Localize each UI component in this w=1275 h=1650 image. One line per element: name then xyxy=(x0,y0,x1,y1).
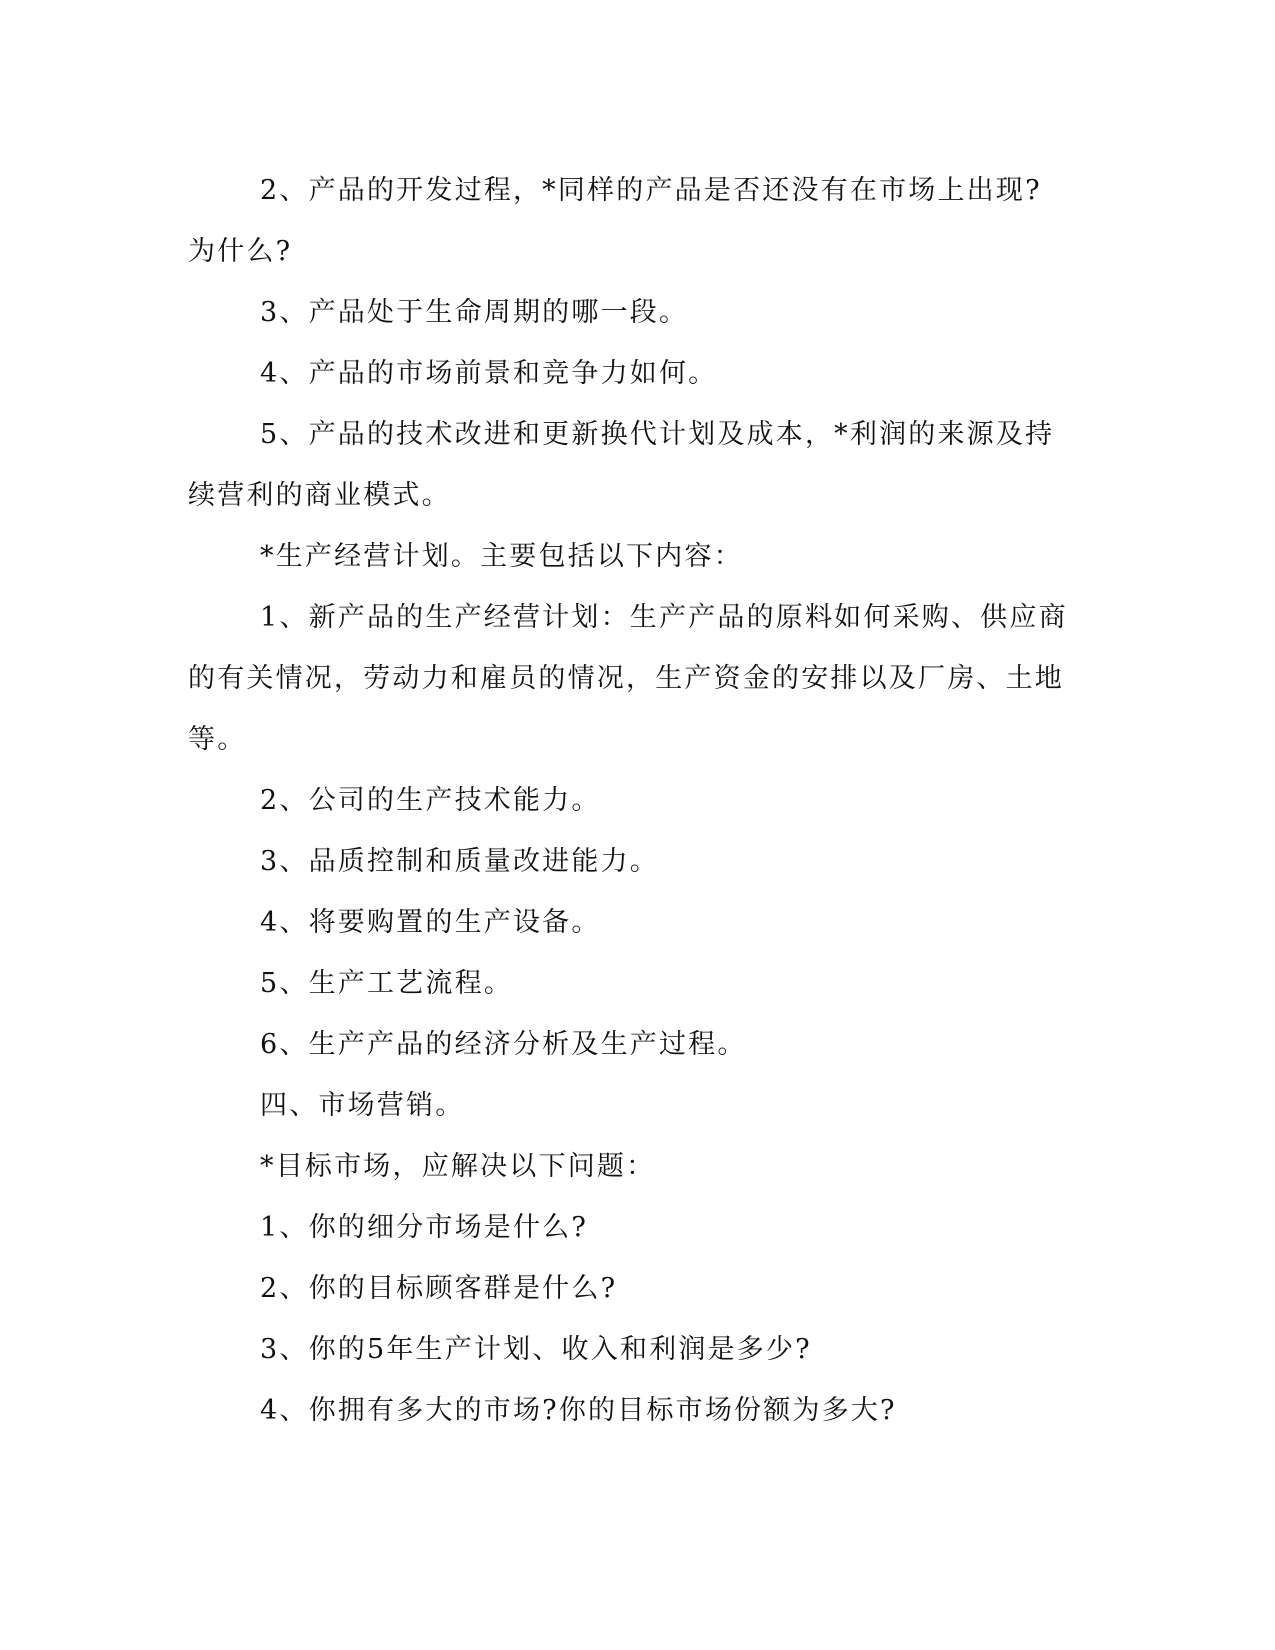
paragraph: 2、产品的开发过程，*同样的产品是否还没有在市场上出现?为什么? xyxy=(188,175,1042,267)
paragraph: 4、将要购置的生产设备。 xyxy=(260,907,601,938)
list-item: 1、你的细分市场是什么? xyxy=(260,1212,589,1243)
paragraph: 6、生产产品的经济分析及生产过程。 xyxy=(260,1029,747,1060)
paragraph: 2、公司的生产技术能力。 xyxy=(260,785,601,816)
paragraph: 5、产品的技术改进和更新换代计划及成本，*利润的来源及持续营利的商业模式。 xyxy=(188,419,1055,511)
list-item: 4、你拥有多大的市场?你的目标市场份额为多大? xyxy=(260,1395,897,1426)
paragraph: 4、产品的市场前景和竞争力如何。 xyxy=(260,358,718,389)
list-item: 3、你的5年生产计划、收入和利润是多少? xyxy=(260,1334,812,1365)
paragraph: 5、生产工艺流程。 xyxy=(260,968,513,999)
paragraph: 3、品质控制和质量改进能力。 xyxy=(260,846,659,877)
paragraph: *目标市场，应解决以下问题： xyxy=(260,1151,656,1182)
document-body xyxy=(188,160,1068,1441)
section-heading: 四、市场营销。 xyxy=(260,1090,465,1121)
list-item: 2、你的目标顾客群是什么? xyxy=(260,1273,618,1304)
paragraph: 1、新产品的生产经营计划：生产产品的原料如何采购、供应商的有关情况，劳动力和雇员的情况，生产资金的安排以及厂房、土地等。 xyxy=(188,602,1068,755)
paragraph: *生产经营计划。主要包括以下内容： xyxy=(260,541,743,572)
paragraph: 3、产品处于生命周期的哪一段。 xyxy=(260,297,689,328)
